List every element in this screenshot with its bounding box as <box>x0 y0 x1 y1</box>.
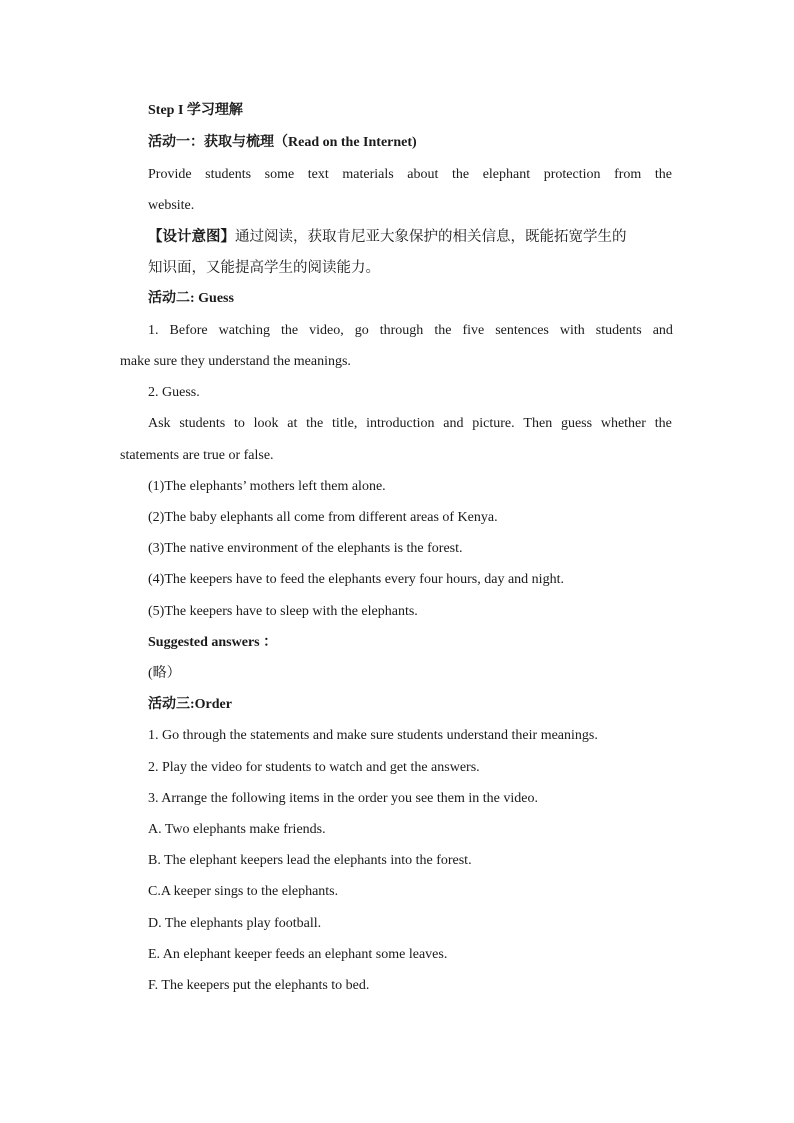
word: Provide <box>148 167 192 182</box>
activity2-item1-line2: make sure they understand the meanings. <box>120 354 351 369</box>
statement-2: (2)The baby elephants all come from different areas of Kenya. <box>148 510 498 525</box>
word: students <box>179 416 226 431</box>
word: go <box>354 323 369 338</box>
activity3-step-2: 2. Play the video for students to watch and get the answers. <box>148 760 480 775</box>
suggested-answers-label: Suggested answers ： <box>148 635 278 650</box>
activity3-step-1: 1. Go through the statements and make sure students understand their meanings. <box>148 728 598 743</box>
word: to <box>233 416 245 431</box>
word: through <box>379 323 424 338</box>
design-intent-line1 <box>148 228 627 246</box>
step-heading: Step I 学习理解 <box>148 103 243 118</box>
word: students <box>205 167 252 182</box>
word: the <box>280 323 299 338</box>
activity1-body-line1 <box>148 166 672 184</box>
word: Before <box>169 323 208 338</box>
activity2-ask-line1 <box>148 415 672 433</box>
word: with <box>559 323 585 338</box>
word: the <box>654 167 672 182</box>
order-item-c: C.A keeper sings to the elephants. <box>148 884 339 899</box>
activity2-item2: 2. Guess. <box>148 385 200 400</box>
activity1-body-line2: website. <box>148 198 195 213</box>
word: Then <box>523 416 553 431</box>
design-intent-line2: 知识面，又能提高学生的阅读能力。 <box>148 260 380 276</box>
statement-3: (3)The native environment of the elephants is the forest. <box>148 541 463 556</box>
statement-5: (5)The keepers have to sleep with the elephants. <box>148 604 418 619</box>
word: the <box>452 167 470 182</box>
word: the <box>654 416 672 431</box>
order-item-e: E. An elephant keeper feeds an elephant some leaves. <box>148 947 448 962</box>
word: sentences <box>495 323 549 338</box>
activity2-ask-line2: statements are true or false. <box>120 448 274 463</box>
word: look <box>253 416 279 431</box>
word: elephant <box>482 167 531 182</box>
word: title, <box>332 416 358 431</box>
design-intent-label: 【设计意图】 <box>148 229 235 245</box>
word: introduction <box>366 416 435 431</box>
activity2-heading: 活动二: Guess <box>148 291 234 306</box>
word: from <box>614 167 642 182</box>
word: and <box>652 323 673 338</box>
word: five <box>462 323 485 338</box>
word: 1. <box>148 323 159 338</box>
word: video, <box>309 323 344 338</box>
order-item-f: F. The keepers put the elephants to bed. <box>148 978 370 993</box>
statement-1: (1)The elephants’ mothers left them alone. <box>148 479 386 494</box>
suggested-answers-value: (略） <box>148 666 181 681</box>
order-item-d: D. The elephants play football. <box>148 916 322 931</box>
design-intent-text: 通过阅读，获取肯尼亚大象保护的相关信息，既能拓宽学生的 <box>235 229 627 245</box>
word: at <box>287 416 298 431</box>
word: the <box>434 323 452 338</box>
activity1-heading: 活动一：获取与梳理（Read on the Internet) <box>148 135 417 150</box>
word: students <box>595 323 642 338</box>
word: some <box>264 167 295 182</box>
activity3-step-3: 3. Arrange the following items in the order you see them in the video. <box>148 791 538 806</box>
word: whether <box>600 416 646 431</box>
activity2-item1-line1 <box>148 322 673 340</box>
word: materials <box>342 167 394 182</box>
activity3-heading: 活动三:Order <box>148 697 232 712</box>
order-item-b: B. The elephant keepers lead the elephants into the forest. <box>148 853 472 868</box>
word: protection <box>543 167 601 182</box>
word: about <box>407 167 439 182</box>
word: text <box>307 167 329 182</box>
order-item-a: A. Two elephants make friends. <box>148 822 326 837</box>
word: guess <box>560 416 593 431</box>
word: the <box>306 416 324 431</box>
word: Ask <box>148 416 171 431</box>
word: picture. <box>472 416 515 431</box>
word: and <box>443 416 464 431</box>
word: watching <box>218 323 270 338</box>
statement-4: (4)The keepers have to feed the elephants every four hours, day and night. <box>148 572 564 587</box>
